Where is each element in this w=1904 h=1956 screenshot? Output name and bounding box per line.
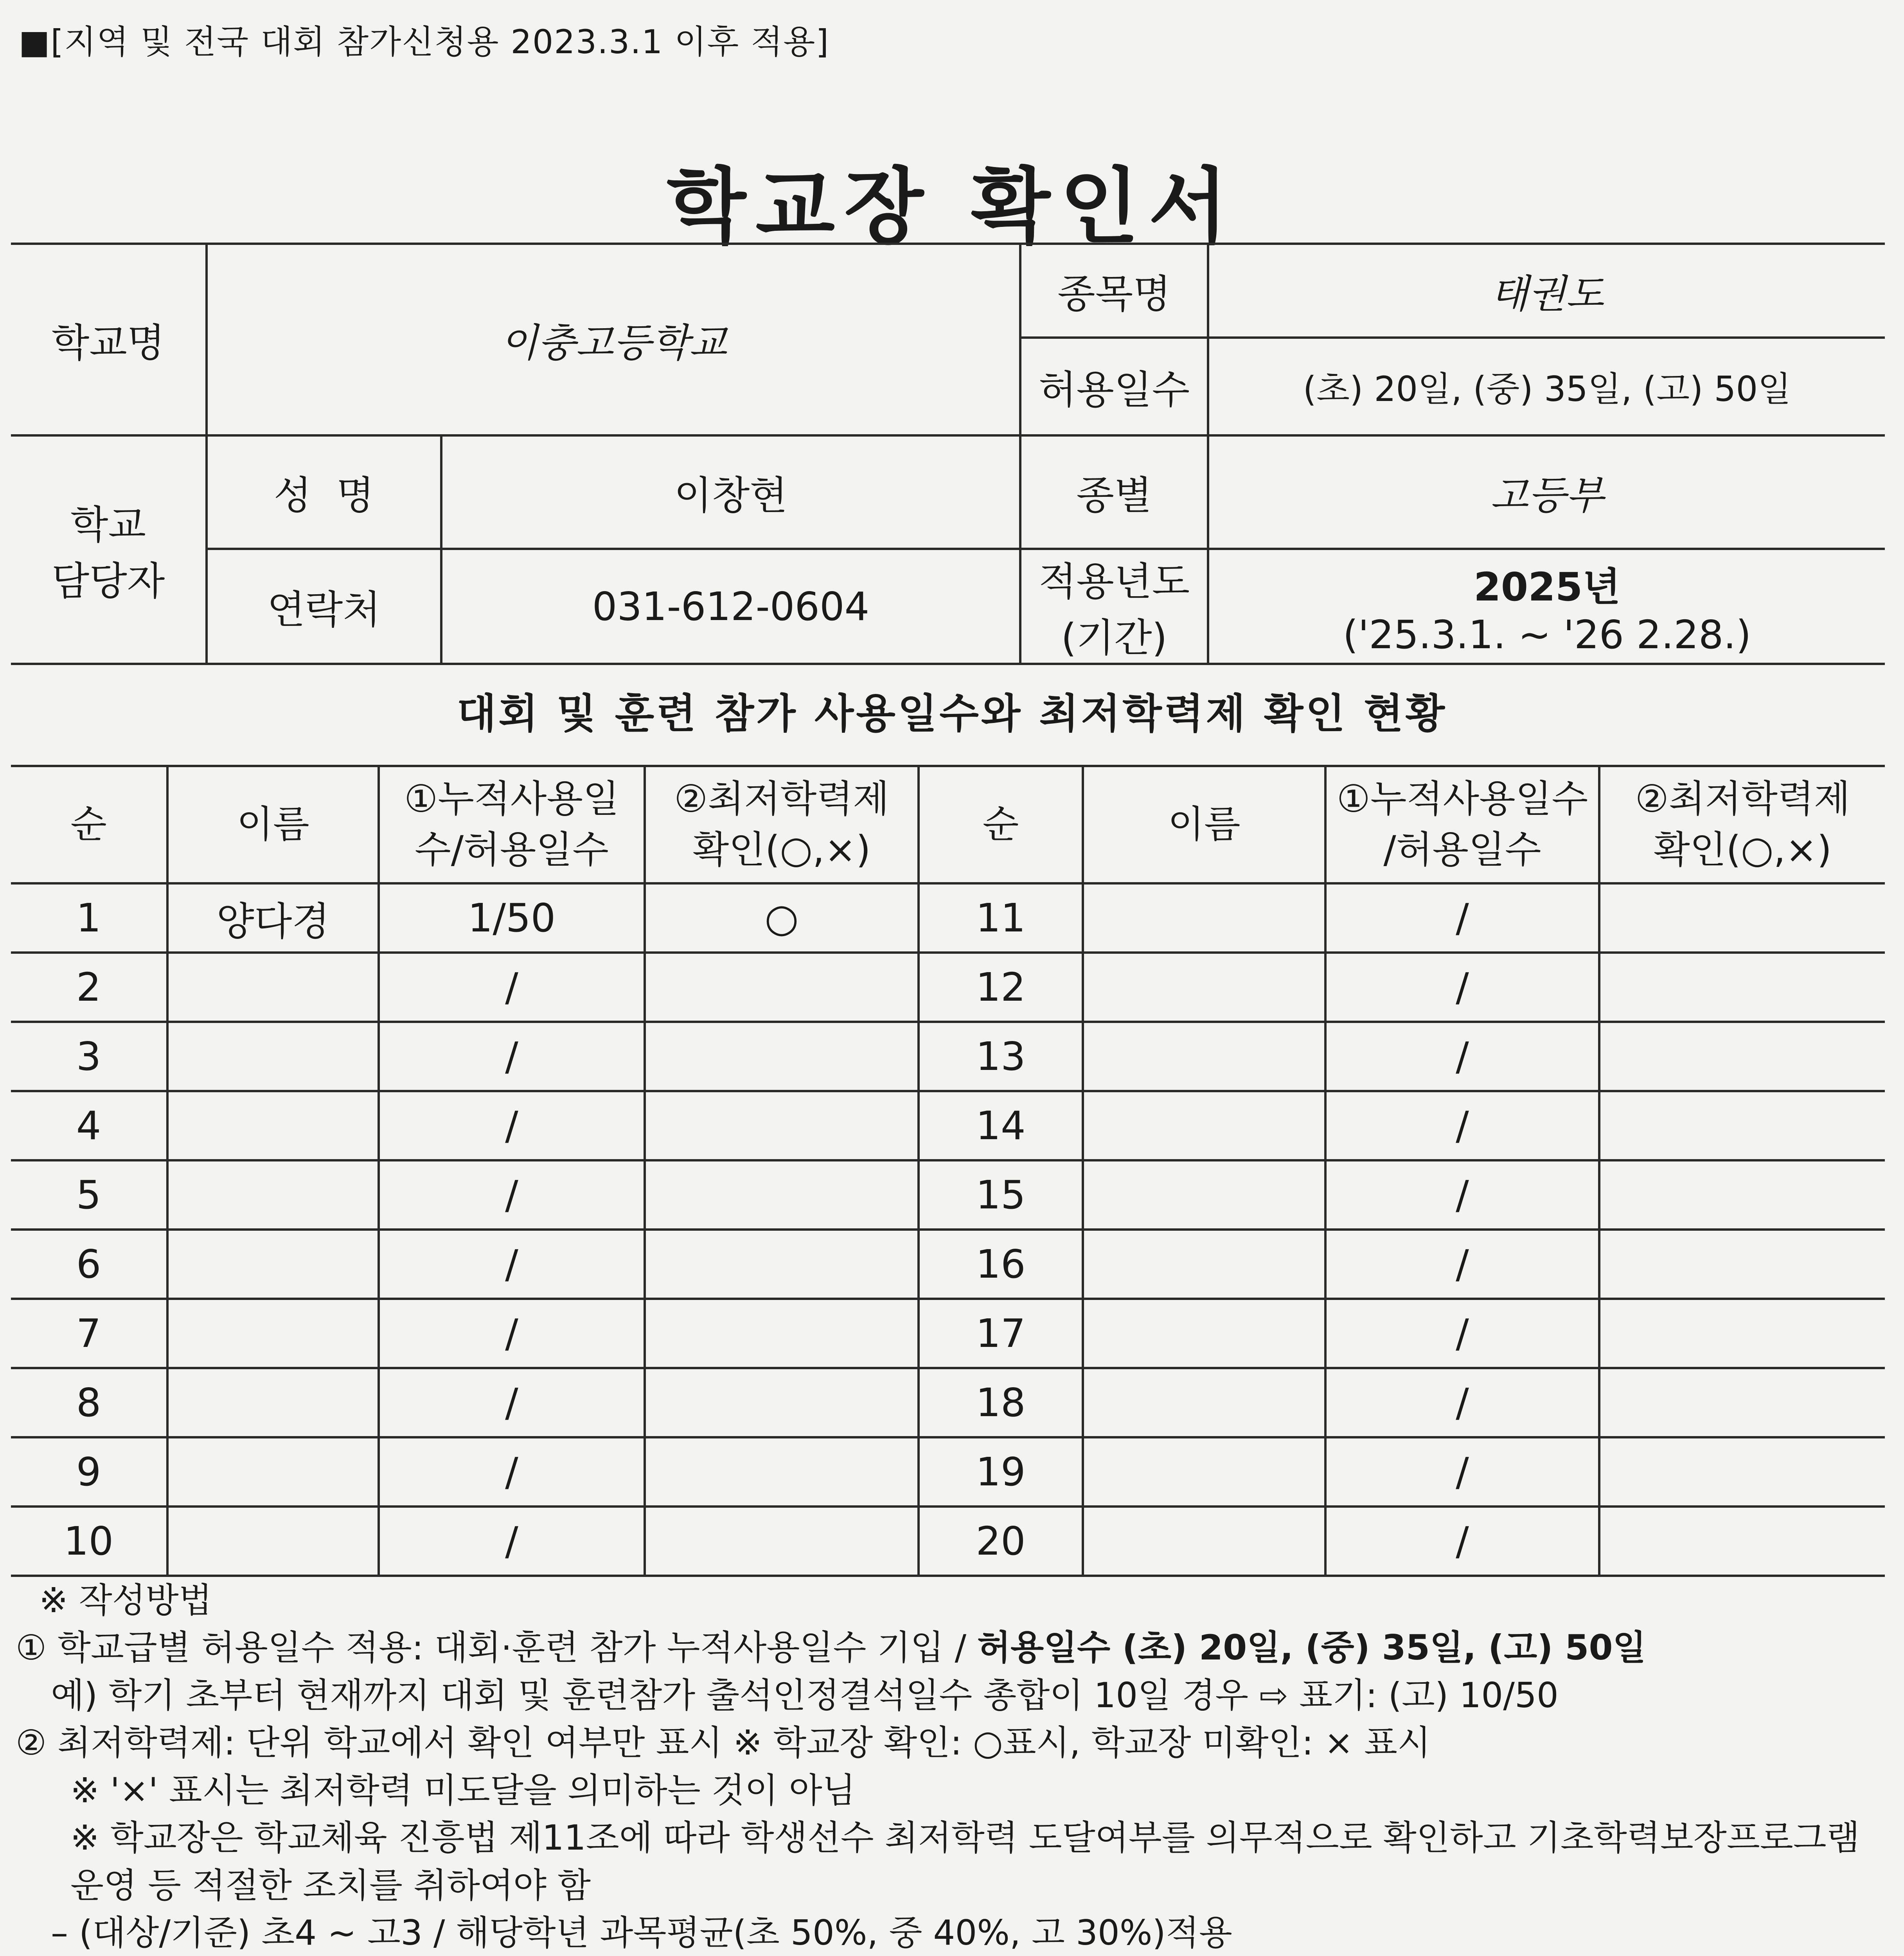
sport-value: 태권도 — [1208, 244, 1885, 338]
category-label: 종별 — [1020, 435, 1208, 549]
notes-item1 — [16, 1624, 1882, 1671]
min-academic-check-right — [1599, 1368, 1885, 1437]
used-days: / — [379, 1091, 645, 1160]
row-number-right: 19 — [919, 1437, 1083, 1507]
page-title: 학교장 확인서 — [667, 159, 1237, 255]
row-number: 5 — [11, 1160, 167, 1230]
year-value — [1208, 549, 1885, 664]
notes-item2-note1: ※ '×' 표시는 최저학력 미도달을 의미하는 것이 아님 — [70, 1770, 856, 1810]
contact-value: 031-612-0604 — [441, 549, 1020, 664]
row-number: 2 — [11, 953, 167, 1022]
row-number-right: 13 — [919, 1022, 1083, 1091]
row-number-right: 14 — [919, 1091, 1083, 1160]
year-label — [1020, 549, 1208, 664]
student-name — [167, 1437, 379, 1507]
row-number: 10 — [11, 1507, 167, 1576]
header-name: 이름 — [167, 766, 379, 883]
min-academic-check-right — [1599, 1091, 1885, 1160]
row-number: 1 — [11, 883, 167, 953]
student-name-right — [1083, 1368, 1325, 1437]
contact-label: 연락처 — [207, 549, 441, 664]
used-days: / — [379, 1299, 645, 1368]
table-row — [11, 883, 1885, 953]
sport-label: 종목명 — [1020, 244, 1208, 338]
min-academic-check — [645, 1368, 919, 1437]
participation-table — [11, 765, 1885, 1577]
year-value-line2: ('25.3.1. ~ '26 2.28.) — [1343, 611, 1751, 658]
allowed-days-value: (초) 20일, (중) 35일, (고) 50일 — [1208, 338, 1885, 435]
min-academic-check — [645, 1299, 919, 1368]
participation-table-body — [11, 883, 1885, 1576]
min-academic-check — [645, 1022, 919, 1091]
row-number-right: 16 — [919, 1230, 1083, 1299]
person-name-value: 이창현 — [441, 435, 1020, 549]
table-row — [11, 1437, 1885, 1507]
student-name — [167, 1507, 379, 1576]
student-name-right — [1083, 883, 1325, 953]
used-days: 1/50 — [379, 883, 645, 953]
notes-item1-text: ① 학교급별 허용일수 적용: 대회·훈련 참가 누적사용일수 기입 / — [16, 1627, 978, 1668]
student-name — [167, 1160, 379, 1230]
header-min-right-line1: ②최저학력제 — [1635, 777, 1850, 821]
header-note: ■[지역 및 전국 대회 참가신청용 2023.3.1 이후 적용] — [19, 23, 830, 61]
min-academic-check: ○ — [645, 883, 919, 953]
used-days: / — [379, 953, 645, 1022]
school-name-value: 이충고등학교 — [207, 244, 1020, 435]
table-row — [11, 1368, 1885, 1437]
min-academic-check-right — [1599, 1160, 1885, 1230]
table-row — [11, 1091, 1885, 1160]
min-academic-check-right — [1599, 1230, 1885, 1299]
year-label-line2: (기간) — [1061, 615, 1167, 661]
info-table — [11, 243, 1885, 665]
min-academic-check-right — [1599, 883, 1885, 953]
student-name — [167, 1022, 379, 1091]
student-name-right — [1083, 1091, 1325, 1160]
used-days-right: / — [1325, 953, 1599, 1022]
instructions — [16, 1577, 1882, 1956]
row-number-right: 15 — [919, 1160, 1083, 1230]
allowed-days-label: 허용일수 — [1020, 338, 1208, 435]
row-number: 6 — [11, 1230, 167, 1299]
used-days: / — [379, 1230, 645, 1299]
category-value: 고등부 — [1208, 435, 1885, 549]
header-days-line2: 수/허용일수 — [414, 828, 609, 872]
row-number: 9 — [11, 1437, 167, 1507]
table-row — [11, 1299, 1885, 1368]
table-row — [11, 1230, 1885, 1299]
used-days-right: / — [1325, 1368, 1599, 1437]
used-days-right: / — [1325, 1091, 1599, 1160]
student-name — [167, 1368, 379, 1437]
header-days-line1: ①누적사용일 — [404, 777, 619, 821]
notes-bullet-1: – (대상/기준) 초4 ~ 고3 / 해당학년 과목평균(초 50%, 중 40%, 고 30%)적용 — [51, 1913, 1232, 1953]
min-academic-check — [645, 1091, 919, 1160]
min-academic-check-right — [1599, 1507, 1885, 1576]
header-days — [379, 766, 645, 883]
header-no-right: 순 — [919, 766, 1083, 883]
student-name-right — [1083, 1437, 1325, 1507]
used-days: / — [379, 1437, 645, 1507]
student-name-right — [1083, 1230, 1325, 1299]
student-name — [167, 1230, 379, 1299]
header-days-right — [1325, 766, 1599, 883]
student-name — [167, 1299, 379, 1368]
notes-item1-example: 예) 학기 초부터 현재까지 대회 및 훈련참가 출석인정결석일수 총합이 10일 경우 ⇨ 표기: (고) 10/50 — [51, 1675, 1559, 1715]
min-academic-check — [645, 1437, 919, 1507]
min-academic-check-right — [1599, 1437, 1885, 1507]
school-name-label: 학교명 — [11, 244, 207, 435]
notes-heading: ※ 작성방법 — [39, 1580, 212, 1620]
row-number-right: 18 — [919, 1368, 1083, 1437]
min-academic-check-right — [1599, 1022, 1885, 1091]
student-name-right — [1083, 1507, 1325, 1576]
row-number: 4 — [11, 1091, 167, 1160]
section-title: 대회 및 훈련 참가 사용일수와 최저학력제 확인 현황 — [457, 690, 1447, 737]
student-name-right — [1083, 1299, 1325, 1368]
used-days-right: / — [1325, 1507, 1599, 1576]
row-number-right: 20 — [919, 1507, 1083, 1576]
row-number-right: 17 — [919, 1299, 1083, 1368]
year-label-line1: 적용년도 — [1038, 559, 1190, 604]
student-name-right — [1083, 953, 1325, 1022]
used-days-right: / — [1325, 1160, 1599, 1230]
header-name-right: 이름 — [1083, 766, 1325, 883]
used-days-right: / — [1325, 1437, 1599, 1507]
header-min-line2: 확인(○,×) — [692, 828, 871, 872]
min-academic-check — [645, 953, 919, 1022]
used-days-right: / — [1325, 1299, 1599, 1368]
min-academic-check — [645, 1230, 919, 1299]
row-number-right: 11 — [919, 883, 1083, 953]
header-days-right-line1: ①누적사용일수 — [1336, 777, 1588, 821]
student-name-right — [1083, 1022, 1325, 1091]
person-name-label: 성 명 — [207, 435, 441, 549]
header-min — [645, 766, 919, 883]
used-days: / — [379, 1022, 645, 1091]
row-number: 3 — [11, 1022, 167, 1091]
header-days-right-line2: /허용일수 — [1383, 828, 1541, 872]
student-name — [167, 953, 379, 1022]
manager-label — [11, 435, 207, 664]
table-row — [11, 1022, 1885, 1091]
used-days-right: / — [1325, 1230, 1599, 1299]
header-min-line1: ②최저학력제 — [674, 777, 889, 821]
used-days-right: / — [1325, 1022, 1599, 1091]
used-days: / — [379, 1507, 645, 1576]
used-days-right: / — [1325, 883, 1599, 953]
min-academic-check-right — [1599, 953, 1885, 1022]
row-number: 8 — [11, 1368, 167, 1437]
used-days: / — [379, 1160, 645, 1230]
student-name: 양다경 — [167, 883, 379, 953]
min-academic-check-right — [1599, 1299, 1885, 1368]
notes-item2: ② 최저학력제: 단위 학교에서 확인 여부만 표시 ※ 학교장 확인: ○표시, 학교장 미확인: × 표시 — [16, 1722, 1431, 1763]
header-no: 순 — [11, 766, 167, 883]
row-number: 7 — [11, 1299, 167, 1368]
table-row — [11, 1507, 1885, 1576]
min-academic-check — [645, 1507, 919, 1576]
manager-label-line1: 학교 — [70, 502, 146, 548]
header-min-right-line2: 확인(○,×) — [1653, 828, 1832, 872]
student-name-right — [1083, 1160, 1325, 1230]
min-academic-check — [645, 1160, 919, 1230]
table-row — [11, 1160, 1885, 1230]
table-row — [11, 953, 1885, 1022]
notes-item1-bold: 허용일수 (초) 20일, (중) 35일, (고) 50일 — [977, 1627, 1646, 1668]
manager-label-line2: 담당자 — [51, 558, 165, 604]
notes-item2-note2: ※ 학교장은 학교체육 진흥법 제11조에 따라 학생선수 최저학력 도달여부를 의무적으로 확인하고 기초학력보장프로그램 운영 등 적절한 조치를 취하여야 함 — [70, 1818, 1860, 1906]
used-days: / — [379, 1368, 645, 1437]
header-min-right — [1599, 766, 1885, 883]
year-value-line1: 2025년 — [1474, 564, 1620, 610]
student-name — [167, 1091, 379, 1160]
row-number-right: 12 — [919, 953, 1083, 1022]
